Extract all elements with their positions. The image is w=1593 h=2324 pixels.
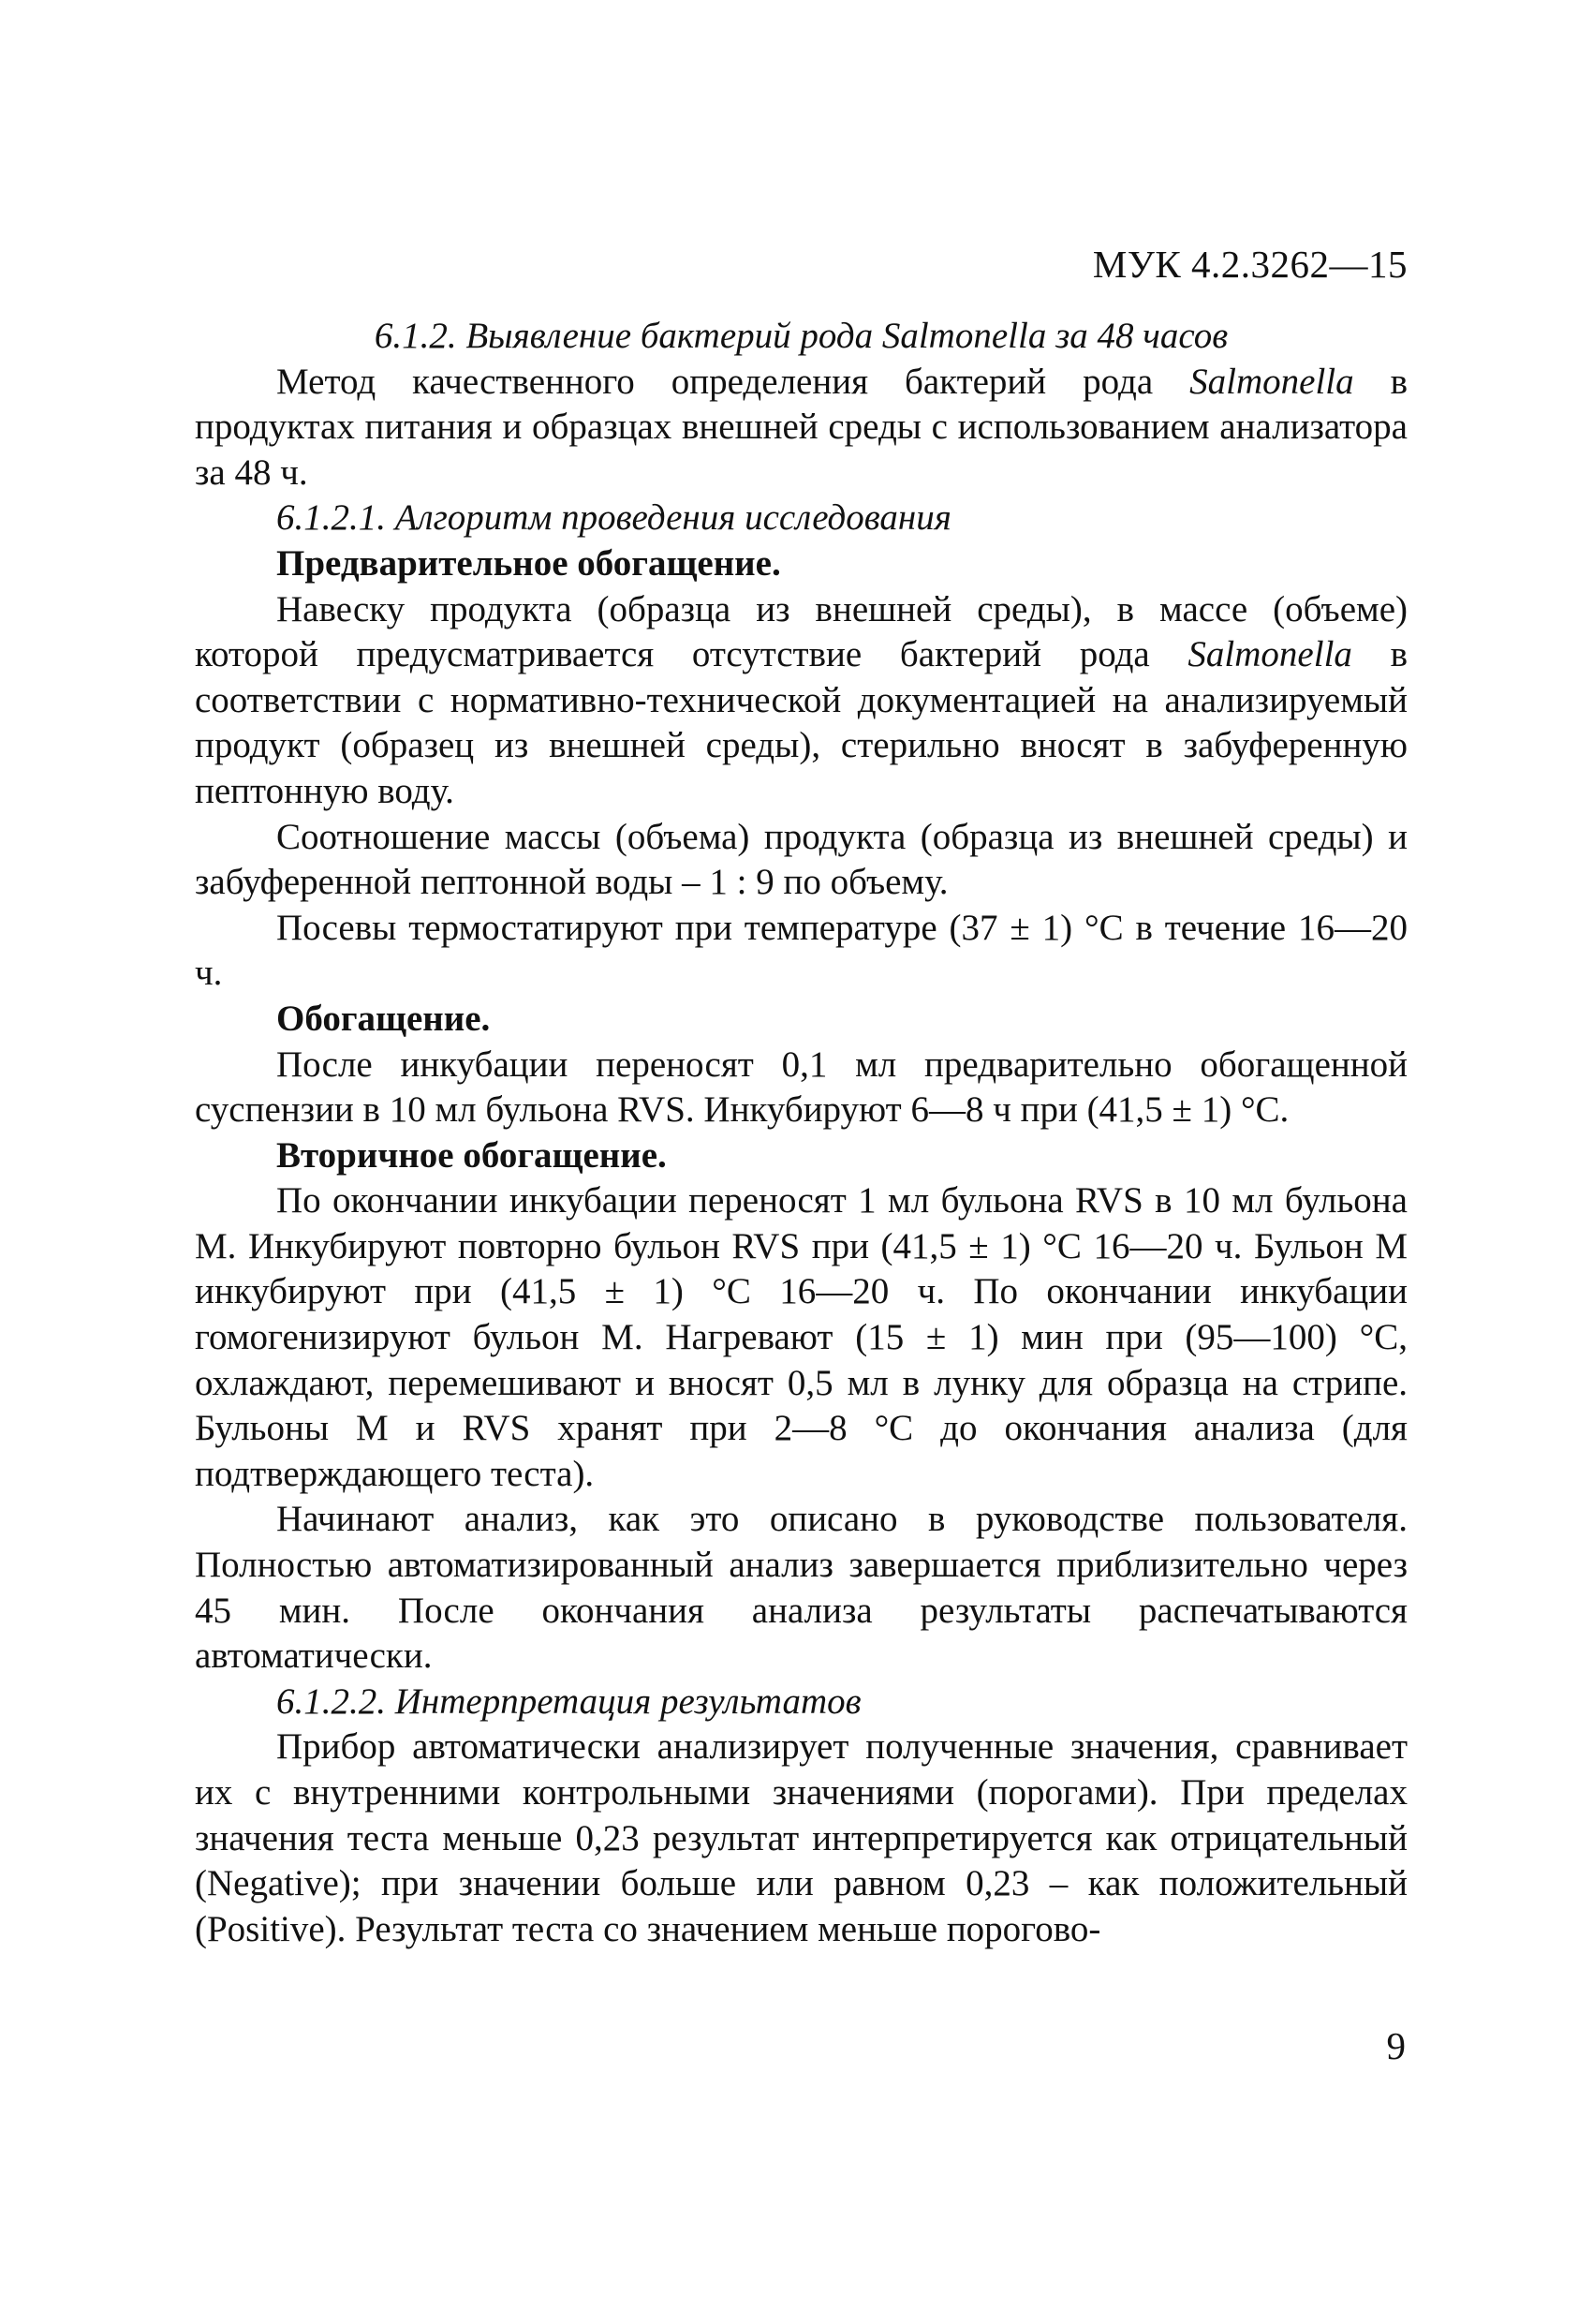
pre-enrichment-label: Предварительное обогащение. <box>276 542 781 584</box>
sample-paragraph <box>195 587 1408 815</box>
intro-text-before: Метод качественного определения бактерий рода <box>276 361 1190 402</box>
section-6121-heading: 6.1.2.1. Алгоритм проведения исследования <box>276 497 951 539</box>
sample-text-before: Навеску продукта (образца из внешней среды), в массе (объеме) которой предусматривается отсутствие бактерий рода <box>195 588 1408 675</box>
sample-text-after: в соответствии с нормативно-технической документацией на анализируемый продукт (образец из внешней среды), стерильно вносят в забуференную пептонную воду. <box>195 634 1408 811</box>
document-body <box>195 314 1408 1952</box>
secondary-enrichment-paragraph: По окончании инкубации переносят 1 мл бульона RVS в 10 мл бульона М. Инкубируют повторно бульон RVS при (41,5 ± 1) °С 16—20 ч. Бульон М инкубируют при (41,5 ± 1) °С 16—20 ч. По окончании инкубации гомогенизируют бульон М. Нагревают (15 ± 1) мин при (95—100) °С, охлаждают, перемешивают и вносят 0,5 мл в лунку для образца на стрипе. Бульоны М и RVS хранят при 2—8 °С до окончания анализа (для подтверждающего теста). <box>195 1180 1408 1494</box>
section-612-intro <box>195 360 1408 496</box>
section-612-heading: 6.1.2. Выявление бактерий рода Salmonella за 48 часов <box>374 316 1229 356</box>
intro-text-after: в продуктах питания и образцах внешней среды с использованием анализатора за 48 ч. <box>195 361 1409 493</box>
intro-genus-name: Salmonella <box>1189 361 1354 402</box>
analysis-start-paragraph: Начинают анализ, как это описано в руководстве пользователя. Полностью автоматизированный анализ завершается приблизительно через 45 мин. После окончания анализа результаты распечатываются автоматически. <box>195 1499 1408 1677</box>
incubation-paragraph: Посевы термостатируют при температуре (37 ± 1) °С в течение 16—20 ч. <box>195 907 1408 994</box>
section-6122-heading: 6.1.2.2. Интерпретация результатов <box>276 1680 862 1722</box>
enrichment-label: Обогащение. <box>276 998 491 1039</box>
secondary-enrichment-label: Вторичное обогащение. <box>276 1134 667 1176</box>
page-number: 9 <box>1386 2024 1406 2067</box>
ratio-paragraph: Соотношение массы (объема) продукта (образца из внешней среды) и забуференной пептонной воды – 1 : 9 по объему. <box>195 816 1408 903</box>
sample-genus-name: Salmonella <box>1187 634 1352 675</box>
enrichment-paragraph: После инкубации переносят 0,1 мл предварительно обогащенной суспензии в 10 мл бульона RVS. Инкубируют 6—8 ч при (41,5 ± 1) °С. <box>195 1044 1408 1131</box>
document-code-header: МУК 4.2.3262—15 <box>1092 243 1408 286</box>
interpretation-paragraph: Прибор автоматически анализирует полученные значения, сравнивает их с внутренними контрольными значениями (порогами). При пределах значения теста меньше 0,23 результат интерпретируется как отрицательный (Negative); при значении больше или равном 0,23 – как положительный (Positive). Результат теста со значением меньше порогово- <box>195 1726 1408 1949</box>
